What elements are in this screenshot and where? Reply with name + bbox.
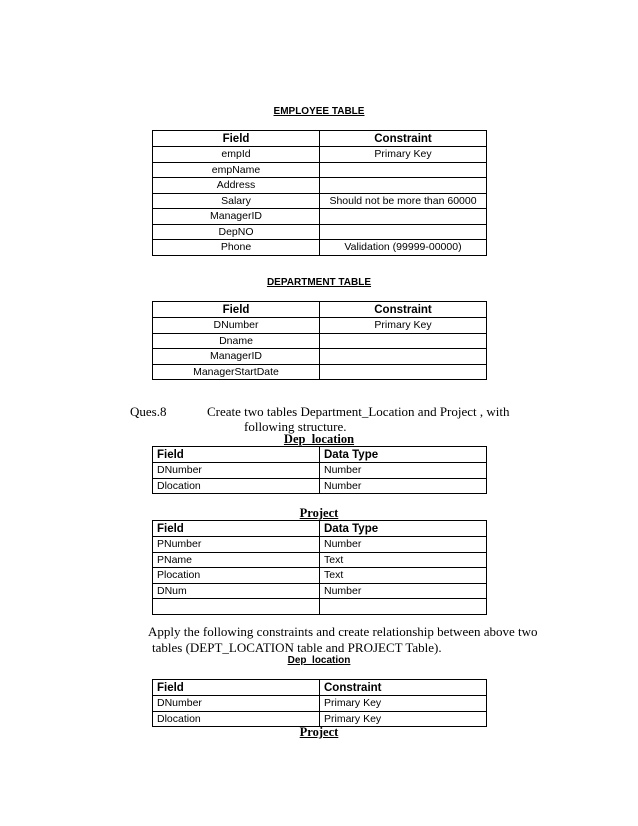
dep-location-table	[152, 446, 487, 494]
cell-field: DepNO	[153, 224, 320, 240]
table-row	[153, 364, 487, 380]
table-row	[153, 599, 487, 615]
cell-constraint	[320, 364, 487, 380]
cell-constraint: Primary Key	[320, 147, 487, 163]
instruction-line2: tables (DEPT_LOCATION table and PROJECT Table).	[152, 640, 442, 655]
table-row	[153, 224, 487, 240]
table-row	[153, 162, 487, 178]
cell-field: Salary	[153, 193, 320, 209]
cell-constraint: Primary Key	[320, 318, 487, 334]
table-row	[153, 568, 487, 584]
header-constraint: Constraint	[320, 131, 487, 147]
table-row	[153, 318, 487, 334]
cell-field: PNumber	[153, 537, 320, 553]
table-row	[153, 240, 487, 256]
cell-data-type: Text	[320, 552, 487, 568]
table-row	[153, 537, 487, 553]
cell-constraint	[320, 162, 487, 178]
table-row	[153, 552, 487, 568]
cell-field: Address	[153, 178, 320, 194]
cell-field: Plocation	[153, 568, 320, 584]
header-field: Field	[153, 521, 320, 537]
cell-constraint	[320, 333, 487, 349]
table-row	[153, 209, 487, 225]
cell-field: empId	[153, 147, 320, 163]
cell-constraint	[320, 224, 487, 240]
header-data-type: Data Type	[320, 447, 487, 463]
table-row	[153, 349, 487, 365]
cell-constraint	[320, 178, 487, 194]
cell-data-type: Number	[320, 463, 487, 479]
table-row	[153, 178, 487, 194]
cell-field	[153, 599, 320, 615]
table-row	[153, 147, 487, 163]
cell-field: Dlocation	[153, 478, 320, 494]
table-header-row	[153, 131, 487, 147]
project-table	[152, 520, 487, 615]
cell-data-type: Number	[320, 583, 487, 599]
cell-field: DNumber	[153, 463, 320, 479]
cell-field: Phone	[153, 240, 320, 256]
cell-field: empName	[153, 162, 320, 178]
header-constraint: Constraint	[320, 302, 487, 318]
employee-table	[152, 130, 487, 256]
header-constraint: Constraint	[320, 680, 487, 696]
question-text-line2: following structure.	[244, 419, 347, 434]
cell-constraint: Should not be more than 60000	[320, 193, 487, 209]
cell-field: Dname	[153, 333, 320, 349]
cell-data-type: Number	[320, 478, 487, 494]
cell-field: DNumber	[153, 318, 320, 334]
question-text-line1: Create two tables Department_Location and Project , with	[207, 404, 510, 419]
table-row	[153, 583, 487, 599]
cell-field: ManagerID	[153, 209, 320, 225]
instruction-line1: Apply the following constraints and create relationship between above two	[148, 624, 538, 639]
cell-constraint: Primary Key	[320, 711, 487, 727]
cell-constraint	[320, 349, 487, 365]
department-table-title: DEPARTMENT TABLE	[266, 277, 372, 288]
header-field: Field	[153, 447, 320, 463]
cell-field: Dlocation	[153, 711, 320, 727]
cell-data-type	[320, 599, 487, 615]
question-number: Ques.8	[130, 404, 167, 419]
cell-constraint: Validation (99999-00000)	[320, 240, 487, 256]
header-field: Field	[153, 302, 320, 318]
dep-location-title: Dep_location	[283, 432, 355, 446]
cell-field: ManagerID	[153, 349, 320, 365]
cell-data-type: Number	[320, 537, 487, 553]
cell-field: DNum	[153, 583, 320, 599]
table-row	[153, 696, 487, 712]
department-table	[152, 301, 487, 380]
cell-data-type: Text	[320, 568, 487, 584]
table-row	[153, 193, 487, 209]
table-header-row	[153, 302, 487, 318]
cell-field: PName	[153, 552, 320, 568]
project-title: Project	[299, 506, 339, 520]
table-header-row	[153, 680, 487, 696]
cell-constraint	[320, 209, 487, 225]
table-row	[153, 478, 487, 494]
header-data-type: Data Type	[320, 521, 487, 537]
dep-location-constraints-title: Dep_location	[287, 655, 351, 666]
cell-constraint: Primary Key	[320, 696, 487, 712]
dep-location-constraints-table	[152, 679, 487, 727]
header-field: Field	[153, 680, 320, 696]
cell-field: DNumber	[153, 696, 320, 712]
table-row	[153, 333, 487, 349]
table-row	[153, 463, 487, 479]
header-field: Field	[153, 131, 320, 147]
table-header-row	[153, 447, 487, 463]
project-footer-title: Project	[299, 725, 339, 739]
table-header-row	[153, 521, 487, 537]
cell-field: ManagerStartDate	[153, 364, 320, 380]
employee-table-title: EMPLOYEE TABLE	[273, 106, 365, 117]
